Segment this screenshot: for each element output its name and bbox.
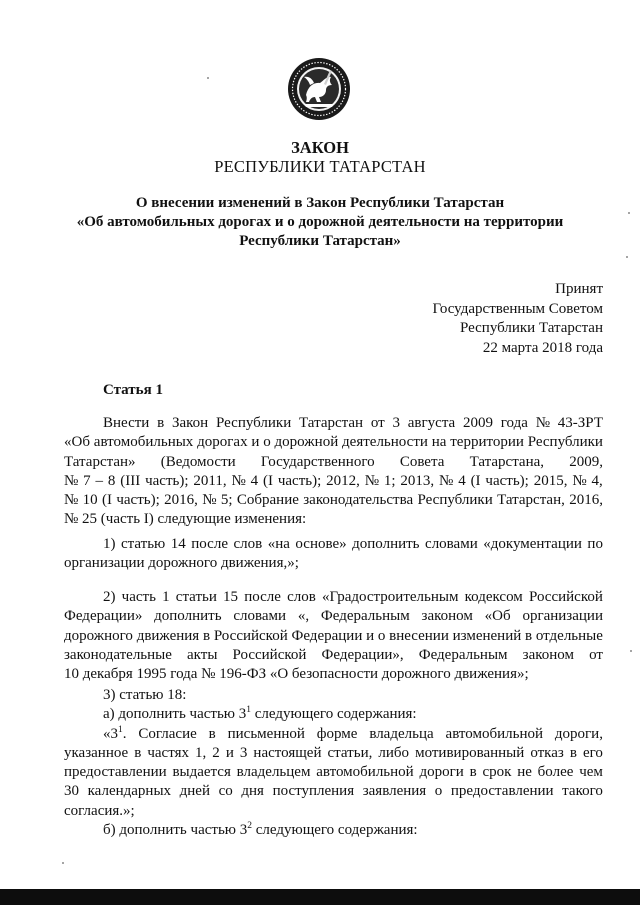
quote-first-line: «$3^1$. bbox=[103, 724, 127, 742]
word: Государственного bbox=[260, 453, 375, 470]
word: № bbox=[535, 415, 551, 431]
text-line bbox=[64, 646, 603, 665]
word: часть); bbox=[485, 472, 529, 489]
text-line bbox=[64, 763, 603, 782]
text-line bbox=[64, 433, 603, 452]
word: основе» bbox=[295, 536, 347, 552]
text-line bbox=[64, 607, 603, 626]
word: статьи bbox=[175, 589, 217, 605]
text-line bbox=[64, 705, 603, 724]
word: чем bbox=[579, 764, 603, 781]
word: 30 bbox=[64, 783, 79, 800]
word: «, bbox=[297, 608, 310, 625]
word: автомобильной bbox=[316, 764, 414, 781]
text-line bbox=[64, 821, 603, 840]
word: 2012, bbox=[326, 472, 360, 489]
word: Республики bbox=[527, 434, 603, 451]
word: частях bbox=[147, 744, 189, 761]
word: в bbox=[134, 744, 142, 761]
word: календарных bbox=[87, 783, 172, 800]
text-line bbox=[64, 725, 603, 744]
word: (I bbox=[262, 472, 273, 489]
word: 5; bbox=[220, 492, 233, 509]
word: его bbox=[582, 744, 603, 761]
law-title-republic: РЕСПУБЛИКИ ТАТАРСТАН bbox=[214, 157, 426, 176]
word: движения bbox=[136, 627, 200, 644]
word: № bbox=[572, 472, 587, 489]
word: дороги, bbox=[554, 725, 603, 742]
word: 2011, bbox=[193, 472, 227, 489]
word: изменений bbox=[452, 627, 522, 644]
word: (I bbox=[470, 472, 481, 489]
word: деятельности bbox=[342, 434, 428, 451]
word: в bbox=[157, 415, 165, 431]
text-line bbox=[64, 686, 603, 705]
word: письменной bbox=[227, 725, 305, 742]
word: № bbox=[64, 472, 79, 489]
adoption-line: Республики Татарстан bbox=[459, 320, 603, 336]
word: о bbox=[434, 783, 443, 800]
word: организации bbox=[522, 608, 603, 625]
word: № bbox=[231, 472, 246, 489]
subtitle-line: О внесении изменений в Закон Республики Татарстан bbox=[135, 195, 505, 211]
word: срок bbox=[482, 764, 512, 781]
item-b-text: б) дополнить частью $3^2$ следующего содержания: bbox=[103, 821, 418, 839]
word: 43-ЗРТ bbox=[557, 415, 603, 431]
word: 7 bbox=[83, 472, 91, 489]
text-line: согласия.»; bbox=[64, 802, 135, 819]
word: и bbox=[366, 627, 375, 644]
word: Российской bbox=[528, 589, 603, 605]
text-line bbox=[64, 535, 603, 554]
word: законодательные bbox=[64, 646, 172, 663]
coat-of-arms-emblem-icon bbox=[286, 56, 352, 122]
word: дорожного bbox=[64, 627, 133, 644]
word: законодательства bbox=[303, 492, 414, 509]
word: словами bbox=[233, 608, 287, 625]
text-line bbox=[64, 491, 603, 510]
word: предоставлении bbox=[64, 764, 167, 781]
item-a-text: а) дополнить частью $3^1$ следующего содержания: bbox=[103, 705, 417, 723]
paragraph-item-2 bbox=[64, 588, 603, 684]
word: после bbox=[244, 589, 281, 605]
law-title: ЗАКОН bbox=[291, 138, 349, 157]
word: отдельные bbox=[535, 627, 603, 644]
word: в bbox=[208, 725, 216, 742]
word: 1; bbox=[383, 472, 396, 489]
word: законом bbox=[421, 608, 473, 625]
word: 1 bbox=[162, 589, 170, 605]
word: Татарстана, bbox=[469, 453, 545, 470]
text-line bbox=[64, 414, 603, 433]
word: со bbox=[218, 783, 233, 800]
article-heading: Статья 1 bbox=[103, 382, 163, 398]
word: (III bbox=[120, 472, 141, 489]
word: года bbox=[500, 415, 528, 431]
word: 2016, bbox=[569, 492, 603, 509]
word: Федеральным bbox=[320, 608, 410, 625]
word: 3 bbox=[392, 415, 400, 431]
quote-start-text bbox=[103, 725, 603, 744]
word: Татарстан» bbox=[64, 453, 136, 470]
word: 4 bbox=[458, 472, 466, 489]
word: Татарстан, bbox=[497, 492, 565, 509]
word: словами bbox=[425, 536, 478, 552]
scan-bottom-edge bbox=[0, 889, 640, 905]
word: поступления bbox=[272, 783, 355, 800]
word: № bbox=[202, 492, 217, 509]
text-line bbox=[64, 453, 603, 472]
text-line bbox=[64, 744, 603, 763]
word: 15 bbox=[223, 589, 239, 605]
subtitle-line: Республики Татарстан» bbox=[239, 233, 401, 249]
word: дороги bbox=[419, 764, 464, 781]
word: внесении bbox=[389, 627, 449, 644]
word: кодексом bbox=[464, 589, 523, 605]
word: более bbox=[537, 764, 574, 781]
adoption-line: Принят bbox=[555, 281, 603, 297]
word: часть); bbox=[116, 492, 160, 509]
word: в bbox=[469, 764, 477, 781]
word: форме bbox=[316, 725, 358, 742]
word: автомобильной bbox=[445, 725, 544, 742]
paragraph-item-3 bbox=[64, 686, 603, 840]
word: владельца bbox=[369, 725, 434, 742]
word: на bbox=[431, 434, 447, 451]
word: Федерации» bbox=[64, 608, 143, 625]
word: такого bbox=[562, 783, 603, 800]
word: Татарстан bbox=[299, 415, 364, 431]
word: 8 bbox=[107, 472, 116, 489]
word: 2016, bbox=[164, 492, 198, 509]
word: «на bbox=[267, 536, 290, 552]
word: слов bbox=[233, 536, 263, 552]
text-line: № 25 (часть I) следующие изменения: bbox=[64, 511, 307, 528]
word: 2) bbox=[103, 589, 116, 605]
word: слов bbox=[287, 589, 316, 605]
word: дней bbox=[179, 783, 210, 800]
scan-speck bbox=[207, 77, 209, 79]
word: и bbox=[225, 744, 234, 761]
word: (I bbox=[102, 492, 112, 509]
law-subtitle bbox=[60, 194, 580, 251]
word: часть); bbox=[277, 472, 322, 489]
word: Российской bbox=[213, 627, 288, 644]
word: заявления bbox=[362, 783, 427, 800]
word: 2 bbox=[212, 744, 220, 761]
word: указанное bbox=[64, 744, 129, 761]
word: в bbox=[202, 627, 211, 644]
adoption-block bbox=[433, 280, 604, 358]
word: автомобильных bbox=[93, 434, 194, 451]
word: № bbox=[364, 472, 380, 489]
word: Согласие bbox=[138, 725, 197, 742]
word: 4, bbox=[591, 472, 603, 489]
word: о bbox=[377, 627, 386, 644]
word: статью bbox=[121, 536, 166, 552]
word: от bbox=[589, 646, 603, 663]
word: часть); bbox=[145, 472, 189, 489]
scan-speck bbox=[628, 212, 630, 214]
word: дня bbox=[241, 783, 264, 800]
word: августа bbox=[407, 415, 456, 431]
word: Федерации bbox=[291, 627, 363, 644]
word: 2009, bbox=[569, 453, 603, 470]
word: – bbox=[95, 472, 104, 489]
word: Внести bbox=[103, 415, 150, 431]
word: по bbox=[587, 536, 603, 552]
word: Совета bbox=[399, 453, 445, 470]
word: Российской bbox=[232, 646, 307, 663]
word: 2013, bbox=[400, 472, 435, 489]
word: дорожной bbox=[274, 434, 339, 451]
paragraph-item-1 bbox=[64, 535, 603, 574]
word: «Градостроительным bbox=[322, 589, 459, 605]
word: в bbox=[569, 744, 577, 761]
word: Республики bbox=[417, 492, 493, 509]
scan-speck bbox=[626, 256, 628, 258]
word: дополнить bbox=[352, 536, 420, 552]
text-line: организации дорожного движения,»; bbox=[64, 555, 299, 572]
word: мотивированный bbox=[415, 744, 525, 761]
word: (Ведомости bbox=[160, 453, 236, 470]
word: часть bbox=[121, 589, 156, 605]
adoption-line: Государственным Советом bbox=[432, 300, 603, 317]
word: законом bbox=[522, 646, 574, 663]
word: от bbox=[370, 415, 385, 431]
word: 1) bbox=[103, 536, 116, 552]
word: № bbox=[439, 472, 454, 489]
word: дополнить bbox=[154, 608, 222, 625]
word: акты bbox=[187, 646, 218, 663]
word: 2015, bbox=[533, 472, 568, 489]
paragraph-intro bbox=[64, 414, 603, 530]
word: в bbox=[525, 627, 533, 644]
word: выдается bbox=[172, 764, 231, 781]
word: предоставлении bbox=[450, 783, 554, 800]
text-line bbox=[64, 588, 603, 607]
text-line bbox=[64, 782, 603, 801]
word: 2009 bbox=[463, 415, 493, 431]
text-line: 10 декабря 1995 года № 196-ФЗ «О безопасности дорожного движения»; bbox=[64, 666, 529, 683]
text-line bbox=[64, 627, 603, 646]
word: № bbox=[64, 492, 79, 509]
word: Собрание bbox=[236, 492, 299, 509]
word: территории bbox=[450, 434, 524, 451]
word: статьи, bbox=[327, 744, 373, 761]
word: настоящей bbox=[253, 744, 322, 761]
word: 3 bbox=[239, 744, 248, 761]
adoption-date: 22 марта 2018 года bbox=[482, 339, 603, 356]
word: Республики bbox=[215, 415, 292, 431]
text-line bbox=[64, 472, 603, 491]
word: владельцем bbox=[236, 764, 311, 781]
word: после bbox=[191, 536, 228, 552]
word: 1, bbox=[195, 744, 207, 761]
word: о bbox=[263, 434, 271, 451]
word: Федерации», bbox=[321, 646, 404, 663]
word: Закон bbox=[171, 415, 209, 431]
word: 14 bbox=[170, 536, 186, 552]
word: не bbox=[517, 764, 532, 781]
word: 10 bbox=[82, 492, 98, 509]
word: и bbox=[251, 434, 260, 451]
subtitle-line: «Об автомобильных дорогах и о дорожной деятельности на территории bbox=[76, 214, 564, 230]
word: «Об bbox=[484, 608, 511, 625]
word: 4 bbox=[250, 472, 259, 489]
word: «документации bbox=[483, 536, 582, 552]
item-3-text: 3) статью 18: bbox=[103, 687, 187, 703]
scan-speck bbox=[62, 862, 64, 864]
word: либо bbox=[378, 744, 410, 761]
word: Федеральным bbox=[418, 646, 508, 663]
word: «Об bbox=[64, 434, 90, 451]
word: дорогах bbox=[197, 434, 248, 451]
scan-speck bbox=[630, 650, 632, 652]
word: отказ bbox=[530, 744, 564, 761]
